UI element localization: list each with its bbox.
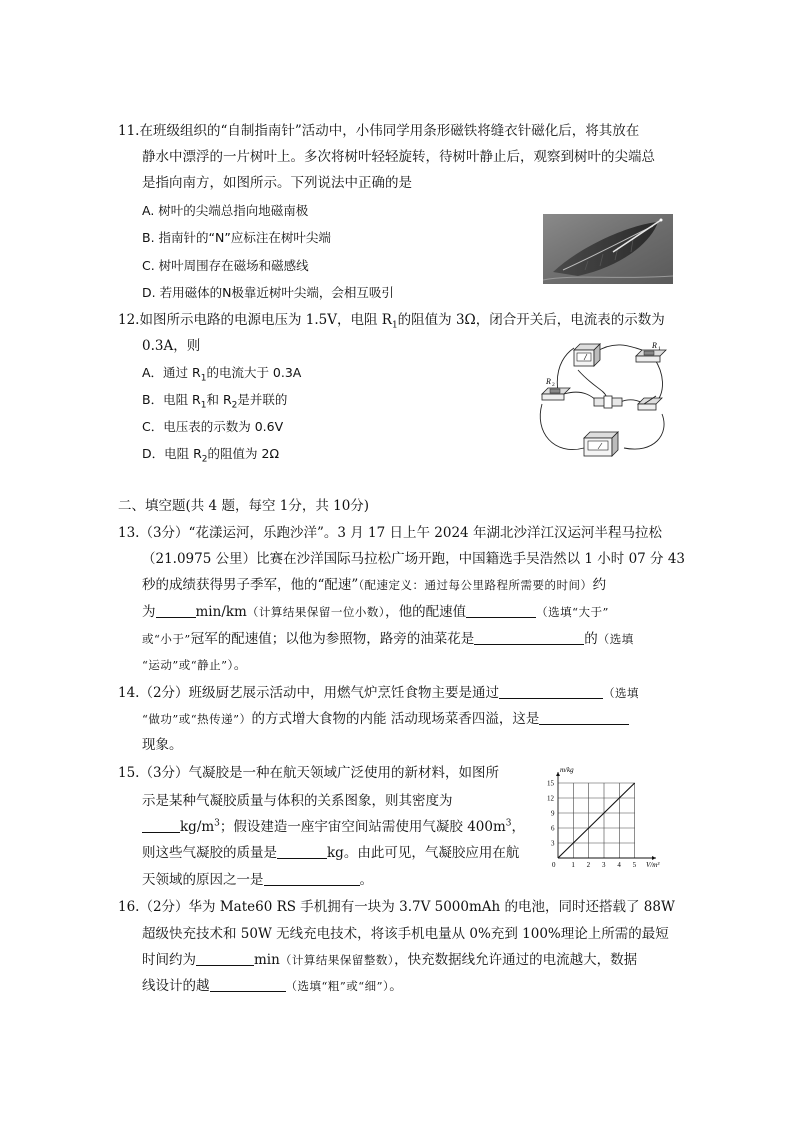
q14-line2-text: 的方式增大食物的内能 活动现场菜香四溢，这是 <box>251 711 540 727</box>
q15-density-unit: kg/m <box>180 819 215 835</box>
q12-option-b <box>142 391 287 409</box>
q13-answer-blank-1[interactable] <box>156 603 196 618</box>
q15-line5 <box>142 871 373 889</box>
q15-line3-end: ， <box>511 819 525 835</box>
q13-line3 <box>142 576 606 594</box>
q16-line3-text: 时间约为 <box>142 952 196 968</box>
q16-line4-end: 。 <box>389 978 403 994</box>
q14-answer-blank-1[interactable] <box>499 684 603 699</box>
q13-note-choice: （选填“大于” <box>536 605 609 619</box>
q13-pace-definition: （配速定义：通过每公里路程所需要的时间） <box>358 578 593 592</box>
q14-note-choice-cont: “做功”或“热传递”） <box>142 712 252 726</box>
series-line <box>558 783 635 858</box>
q14-line2 <box>142 710 629 728</box>
y-axis-label: m/kg <box>560 766 574 774</box>
q16-line4 <box>142 977 403 995</box>
circuit-label-r1: R <box>652 341 657 350</box>
q16-answer-blank-2[interactable] <box>210 977 286 992</box>
q16-line1: 16.（2分）华为 Mate60 RS 手机拥有一块为 3.7V 5000mAh 的电池，同时还搭载了 88W <box>118 899 675 915</box>
q15-answer-blank-1[interactable] <box>142 818 180 833</box>
q13-line5-end: 的 <box>584 631 598 647</box>
q15-line5-text: 天领域的原因之一是 <box>142 872 264 888</box>
y-tick-label: 9 <box>551 809 555 818</box>
q12-option-b-rest: 是并联的 <box>237 392 288 407</box>
q16-line4-text: 线设计的越 <box>142 978 210 994</box>
q13-note-choice-2-cont: “运动”或“静止”） <box>142 658 234 672</box>
q15-answer-blank-2[interactable] <box>277 844 327 859</box>
q13-line6-end: 。 <box>233 657 248 673</box>
q12-option-a <box>142 364 301 382</box>
q14-line1-text: 14.（2分）班级厨艺展示活动中，用燃气炉烹饪食物主要是通过 <box>118 685 500 701</box>
q12-sub: 1 <box>200 400 207 411</box>
q11-option-c: C. 树叶周围存在磁场和磁感线 <box>142 258 309 273</box>
q13-answer-blank-2[interactable] <box>466 603 536 618</box>
circuit-label-r2: R <box>546 377 551 386</box>
q16-line2: 超级快充技术和 50W 无线充电技术，将该手机电量从 0%充到 100%理论上所需的最短 <box>142 926 669 942</box>
x-tick-label: 0 <box>552 861 556 868</box>
x-tick-label: 4 <box>617 861 621 868</box>
q15-line3 <box>142 818 525 836</box>
q16-answer-blank-1[interactable] <box>196 951 254 966</box>
x-axis-arrow <box>652 856 656 860</box>
q15-line4-text: 则这些气凝胶的质量是 <box>142 845 277 861</box>
q13-line3-end: 约 <box>592 577 607 593</box>
q12-sub: 1 <box>200 373 207 384</box>
q12-sub: 1 <box>391 320 398 331</box>
q13-line1: 13.（3分）“花漾运河，乐跑沙洋”。3 月 17 日上午 2024 年湖北沙洋江汉运河半程马拉松 <box>118 525 662 541</box>
q12-line1 <box>118 311 665 329</box>
y-tick-label: 12 <box>547 794 554 803</box>
section-2-heading: 二、填空题(共 4 题，每空 1分，共 10分) <box>118 498 370 514</box>
q12-sub: 2 <box>201 454 208 465</box>
q15-line5-end: 。 <box>359 872 373 888</box>
q13-line4-text: 为 <box>142 604 156 620</box>
q12-option-d-rest: 的阻值为 2Ω <box>207 446 280 461</box>
q14-line1 <box>118 684 639 702</box>
x-tick-label: 2 <box>586 861 591 868</box>
y-tick-label: 6 <box>551 824 555 833</box>
q15-line3-text: ；假设建造一座宇宙空间站需使用气凝胶 400m <box>219 819 506 835</box>
x-tick-label: 1 <box>571 861 575 868</box>
y-tick-label: 15 <box>547 779 554 788</box>
q13-line4-mid: ，他的配速值 <box>385 604 467 620</box>
q16-line3-rest: ，快充数据线允许通过的电流越大，数据 <box>394 952 638 968</box>
q11-option-a: A. 树叶的尖端总指向地磁南极 <box>142 203 309 218</box>
q16-line3 <box>142 951 637 969</box>
x-axis-label: V/m³ <box>646 861 660 868</box>
q13-note-choice-cont: 或“小于” <box>142 632 191 646</box>
q13-answer-blank-3[interactable] <box>474 630 584 645</box>
y-tick-label: 3 <box>551 839 555 848</box>
x-tick-label: 5 <box>632 861 637 868</box>
q15-line4 <box>142 844 519 862</box>
q12-option-a-text: A．通过 R <box>142 365 201 380</box>
q13-line3-text: 秒的成绩获得男子季军，他的“配速” <box>142 577 359 593</box>
x-tick-label: 3 <box>602 861 606 868</box>
q12-line1-part-b: 的阻值为 3Ω，闭合开关后，电流表的示数为 <box>397 312 665 328</box>
circuit-label-r2-sub: 2 <box>552 382 555 388</box>
q12-option-c: C．电压表的示数为 0.6V <box>142 419 284 434</box>
q13-line2: （21.0975 公里）比赛在沙洋国际马拉松广场开跑，中国籍选手吴浩然以 1 小时 07 分 43 <box>142 551 686 567</box>
q14-line3: 现象。 <box>142 737 183 753</box>
mass-volume-chart <box>536 764 676 868</box>
q13-line5-text: 冠军的配速值；以他为参照物，路旁的油菜花是 <box>190 631 475 647</box>
q16-unit: min <box>254 952 280 968</box>
q15-superscript: 3 <box>214 818 220 829</box>
q12-sub: 2 <box>231 400 238 411</box>
q11-line1: 11.在班级组织的“自制指南针”活动中，小伟同学用条形磁铁将缝衣针磁化后，将其放在 <box>118 123 640 139</box>
q15-line4-rest: kg。由此可见，气凝胶应用在航 <box>327 845 520 861</box>
leaf-compass-figure <box>543 214 673 284</box>
q13-unit: min/km <box>195 604 247 620</box>
q11-line2: 静水中漂浮的一片树叶上。多次将树叶轻轻旋转，待树叶静止后，观察到树叶的尖端总 <box>142 149 655 165</box>
q11-option-b: B. 指南针的“N”应标注在树叶尖端 <box>142 230 331 245</box>
q12-option-a-rest: 的电流大于 0.3A <box>206 365 302 380</box>
q11-line3: 是指向南方，如图所示。下列说法中正确的是 <box>142 175 412 191</box>
q13-note-choice-2: （选填 <box>597 632 634 646</box>
q13-line4 <box>142 603 609 621</box>
q16-note-choice: （选填“粗”或“细”） <box>285 979 390 993</box>
q13-line6 <box>142 656 247 674</box>
q15-line1: 15.（3分）气凝胶是一种在航天领域广泛使用的新材料，如图所 <box>118 765 500 781</box>
q12-option-d-text: D．电阻 R <box>142 446 202 461</box>
q14-answer-blank-2[interactable] <box>539 710 629 725</box>
q12-line1-part-a: 12.如图所示电路的电源电压为 1.5V，电阻 R <box>118 312 392 328</box>
q12-option-b-text: B．电阻 R <box>142 392 201 407</box>
q13-line5 <box>142 630 634 648</box>
q16-note-precision: （计算结果保留整数） <box>279 953 395 967</box>
circuit-figure <box>534 336 674 460</box>
q15-line2: 示是某种气凝胶质量与体积的关系图象，则其密度为 <box>142 793 453 809</box>
q12-line2: 0.3A，则 <box>142 338 201 354</box>
q12-option-d <box>142 445 279 463</box>
q14-note-choice: （选填 <box>603 686 640 700</box>
q15-answer-blank-3[interactable] <box>264 871 360 886</box>
q11-option-d: D. 若用磁体的N极靠近树叶尖端，会相互吸引 <box>142 285 394 300</box>
q12-option-b-mid: 和 R <box>206 392 232 407</box>
q15-superscript: 3 <box>505 818 512 829</box>
q13-note-precision: （计算结果保留一位小数） <box>246 605 386 619</box>
circuit-label-r1-sub: 1 <box>658 346 661 352</box>
